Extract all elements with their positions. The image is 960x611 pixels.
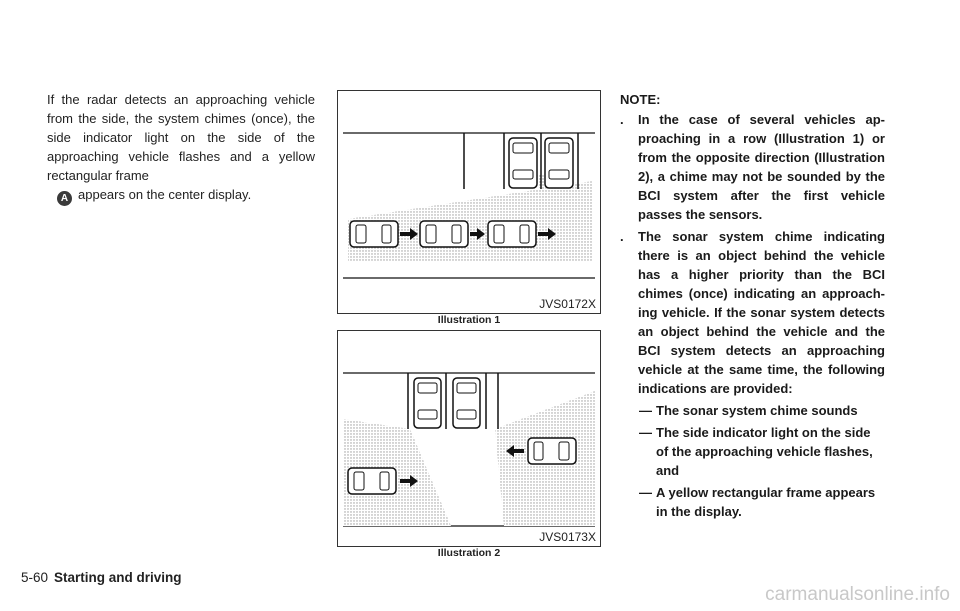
section-title: Starting and driving <box>54 570 182 585</box>
note-bullet <box>620 110 885 224</box>
intro-text: If the radar detects an approaching vehicle from the side, the system chimes (once), the side indicator light on the side of the approaching vehicle flashes and a yellow rectangular frame <box>47 92 315 183</box>
note-sub-item <box>639 483 885 521</box>
sub-item-text: The side indicator light on the side of the approaching vehicle flashes, and <box>656 425 873 478</box>
sub-item-text: The sonar system chime sounds <box>656 403 858 418</box>
intro-text-end: appears on the center display. <box>78 187 252 202</box>
bullet-text: In the case of several vehicles ap-proaching in a row (Illustration 1) or from the opposite direction (Illustration 2), a chime may not be sounded by the BCI system after the first vehicle passes the sensors. <box>638 112 885 222</box>
bullet-marker: . <box>620 229 624 244</box>
figure-code: JVS0173X <box>539 530 596 544</box>
watermark[interactable]: carmanualsonline.info <box>765 584 950 605</box>
bullet-marker: . <box>620 112 624 127</box>
dash-marker: — <box>639 403 652 418</box>
note-bullet <box>620 227 885 398</box>
callout-marker-a: A <box>57 191 72 206</box>
sub-item-text: A yellow rectangular frame appears in the display. <box>656 485 876 519</box>
figure-code: JVS0172X <box>539 297 596 311</box>
intro-paragraph <box>47 90 315 206</box>
dash-marker: — <box>639 485 652 500</box>
figure-caption: Illustration 2 <box>437 547 501 559</box>
page-footer <box>21 570 182 585</box>
illustration-1 <box>337 90 601 314</box>
note-sub-item <box>639 423 885 480</box>
illustration-2 <box>337 330 601 547</box>
dash-marker: — <box>639 425 652 440</box>
illustration-1-drawing <box>338 91 600 313</box>
note-title: NOTE: <box>620 92 661 107</box>
page-number: 5-60 <box>21 570 49 585</box>
illustration-2-drawing <box>338 331 600 546</box>
figure-caption: Illustration 1 <box>437 314 501 326</box>
note-section <box>620 90 885 524</box>
bullet-text: The sonar system chime indicating there is an object behind the vehicle has a higher priority than the BCI chimes (once) indicating an approach-ing vehicle. If the sonar system detects an object behind the vehicle and the BCI system detects an approaching vehicle at the same time, the following indications are provided: <box>638 229 885 396</box>
note-sub-item <box>639 401 885 420</box>
